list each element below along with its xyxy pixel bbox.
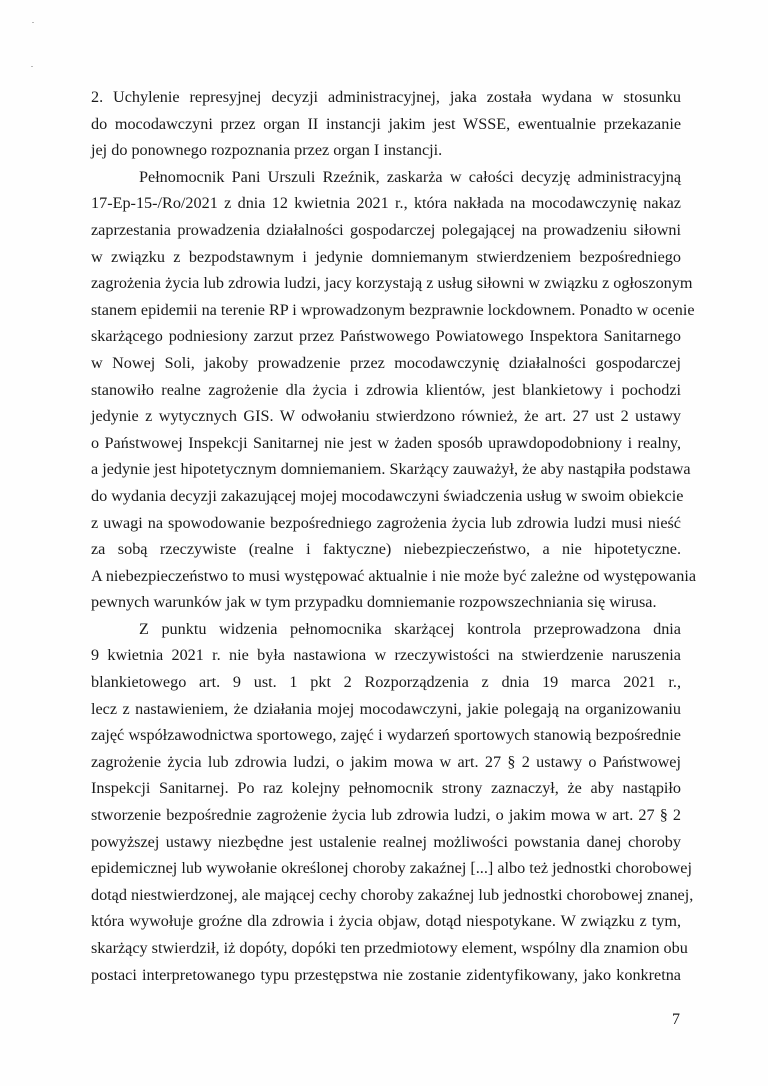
text-line: blankietowego art. 9 ust. 1 pkt 2 Rozporządzenia z dnia 19 marca 2021 r.,	[91, 673, 681, 692]
text-line: Pełnomocnik Pani Urszuli Rzeźnik, zaskarża w całości decyzję administracyjną	[139, 167, 681, 186]
text-line: stworzenie bezpośrednie zagrożenie życia lub zdrowia ludzi, o jakim mowa w art. 27 § 2	[91, 806, 681, 825]
text-line: skarżący stwierdził, iż dopóty, dopóki ten przedmiotowy element, wspólny dla znamion obu	[91, 939, 688, 957]
text-line: z uwagi na spowodowanie bezpośredniego zagrożenia życia lub zdrowia ludzi musi nieść	[91, 513, 681, 532]
text-line: która wywołuje groźne dla zdrowia i życia objaw, dotąd niespotykane. W związku z tym,	[91, 912, 681, 931]
text-line: Z punktu widzenia pełnomocnika skarżącej kontrola przeprowadzona dnia	[139, 619, 681, 638]
scan-artifact	[31, 66, 33, 67]
text-line: zajęć współzawodnictwa sportowego, zajęć i wydarzeń sportowych stanowią bezpośrednie	[91, 726, 681, 745]
text-line: 9 kwietnia 2021 r. nie była nastawiona w rzeczywistości na stwierdzenie naruszenia	[91, 646, 681, 665]
text-line: o Państwowej Inspekcji Sanitarnej nie jest w żaden sposób uprawdopodobniony i realny,	[91, 433, 681, 452]
text-line: w związku z bezpodstawnym i jedynie domniemanym stwierdzeniem bezpośredniego	[91, 247, 681, 266]
text-line: 17-Ep-15-/Ro/2021 z dnia 12 kwietnia 2021 r., która nakłada na mocodawczynię nakaz	[91, 194, 681, 213]
text-line: zaprzestania prowadzenia działalności gospodarczej polegającej na prowadzeniu siłowni	[91, 220, 681, 239]
text-line: zagrożenie życia lub zdrowia ludzi, o jakim mowa w art. 27 § 2 ustawy o Państwowej	[91, 752, 681, 771]
text-line: pewnych warunków jak w tym przypadku domniemanie rozpowszechniania się wirusa.	[91, 593, 657, 612]
text-line: skarżącego podniesiony zarzut przez Państwowego Powiatowego Inspektora Sanitarnego	[91, 327, 681, 346]
page-number: 7	[672, 1011, 680, 1028]
text-line: dotąd niestwierdzonej, ale mającej cechy choroby zakaźnej lub jednostki chorobowej znanej,	[91, 885, 694, 904]
text-line: jedynie z wytycznych GIS. W odwołaniu stwierdzono również, że art. 27 ust 2 ustawy	[91, 407, 681, 426]
text-line: stanowiło realne zagrożenie dla życia i zdrowia klientów, jest blankietowy i pochodzi	[91, 380, 681, 399]
text-line: postaci interpretowanego typu przestępstwa nie zostanie zidentyfikowany, jako konkretna	[91, 965, 681, 984]
text-line: zagrożenia życia lub zdrowia ludzi, jacy korzystają z usług siłowni w związku z ogłoszonym	[91, 274, 693, 293]
text-line: do wydania decyzji zakazującej mojej mocodawczyni świadczenia usług w swoim obiekcie	[91, 486, 684, 505]
text-line: za sobą rzeczywiste (realne i faktyczne) niebezpieczeństwo, a nie hipotetyczne.	[91, 540, 681, 559]
text-line: Inspekcji Sanitarnej. Po raz kolejny pełnomocnik strony zaznaczył, że aby nastąpiło	[91, 779, 681, 798]
document-body	[91, 84, 697, 988]
scan-artifact	[32, 22, 34, 23]
text-line: A niebezpieczeństwo to musi występować aktualnie i nie może być zależne od występowania	[91, 566, 697, 585]
text-line: epidemicznej lub wywołanie określonej choroby zakaźnej [...] albo też jednostki chorobowej	[91, 859, 692, 878]
text-line: stanem epidemii na terenie RP i wprowadzonym bezprawnie lockdownem. Ponadto w ocenie	[91, 300, 695, 319]
text-line: powyższej ustawy niezbędne jest ustalenie realnej możliwości powstania danej choroby	[91, 832, 681, 851]
text-line: lecz z nastawieniem, że działania mojej mocodawczyni, jakie polegają na organizowaniu	[91, 699, 681, 718]
text-line: a jedynie jest hipotetycznym domniemaniem. Skarżący zauważył, że aby nastąpiła podstawa	[91, 460, 691, 479]
text-line: 2. Uchylenie represyjnej decyzji administracyjnej, jaka została wydana w stosunku	[91, 88, 681, 106]
text-line: w Nowej Soli, jakoby prowadzenie przez mocodawczynię działalności gospodarczej	[91, 353, 681, 372]
text-line: do mocodawczyni przez organ II instancji jakim jest WSSE, ewentualnie przekazanie	[91, 114, 681, 133]
text-line: jej do ponownego rozpoznania przez organ I instancji.	[91, 141, 443, 160]
